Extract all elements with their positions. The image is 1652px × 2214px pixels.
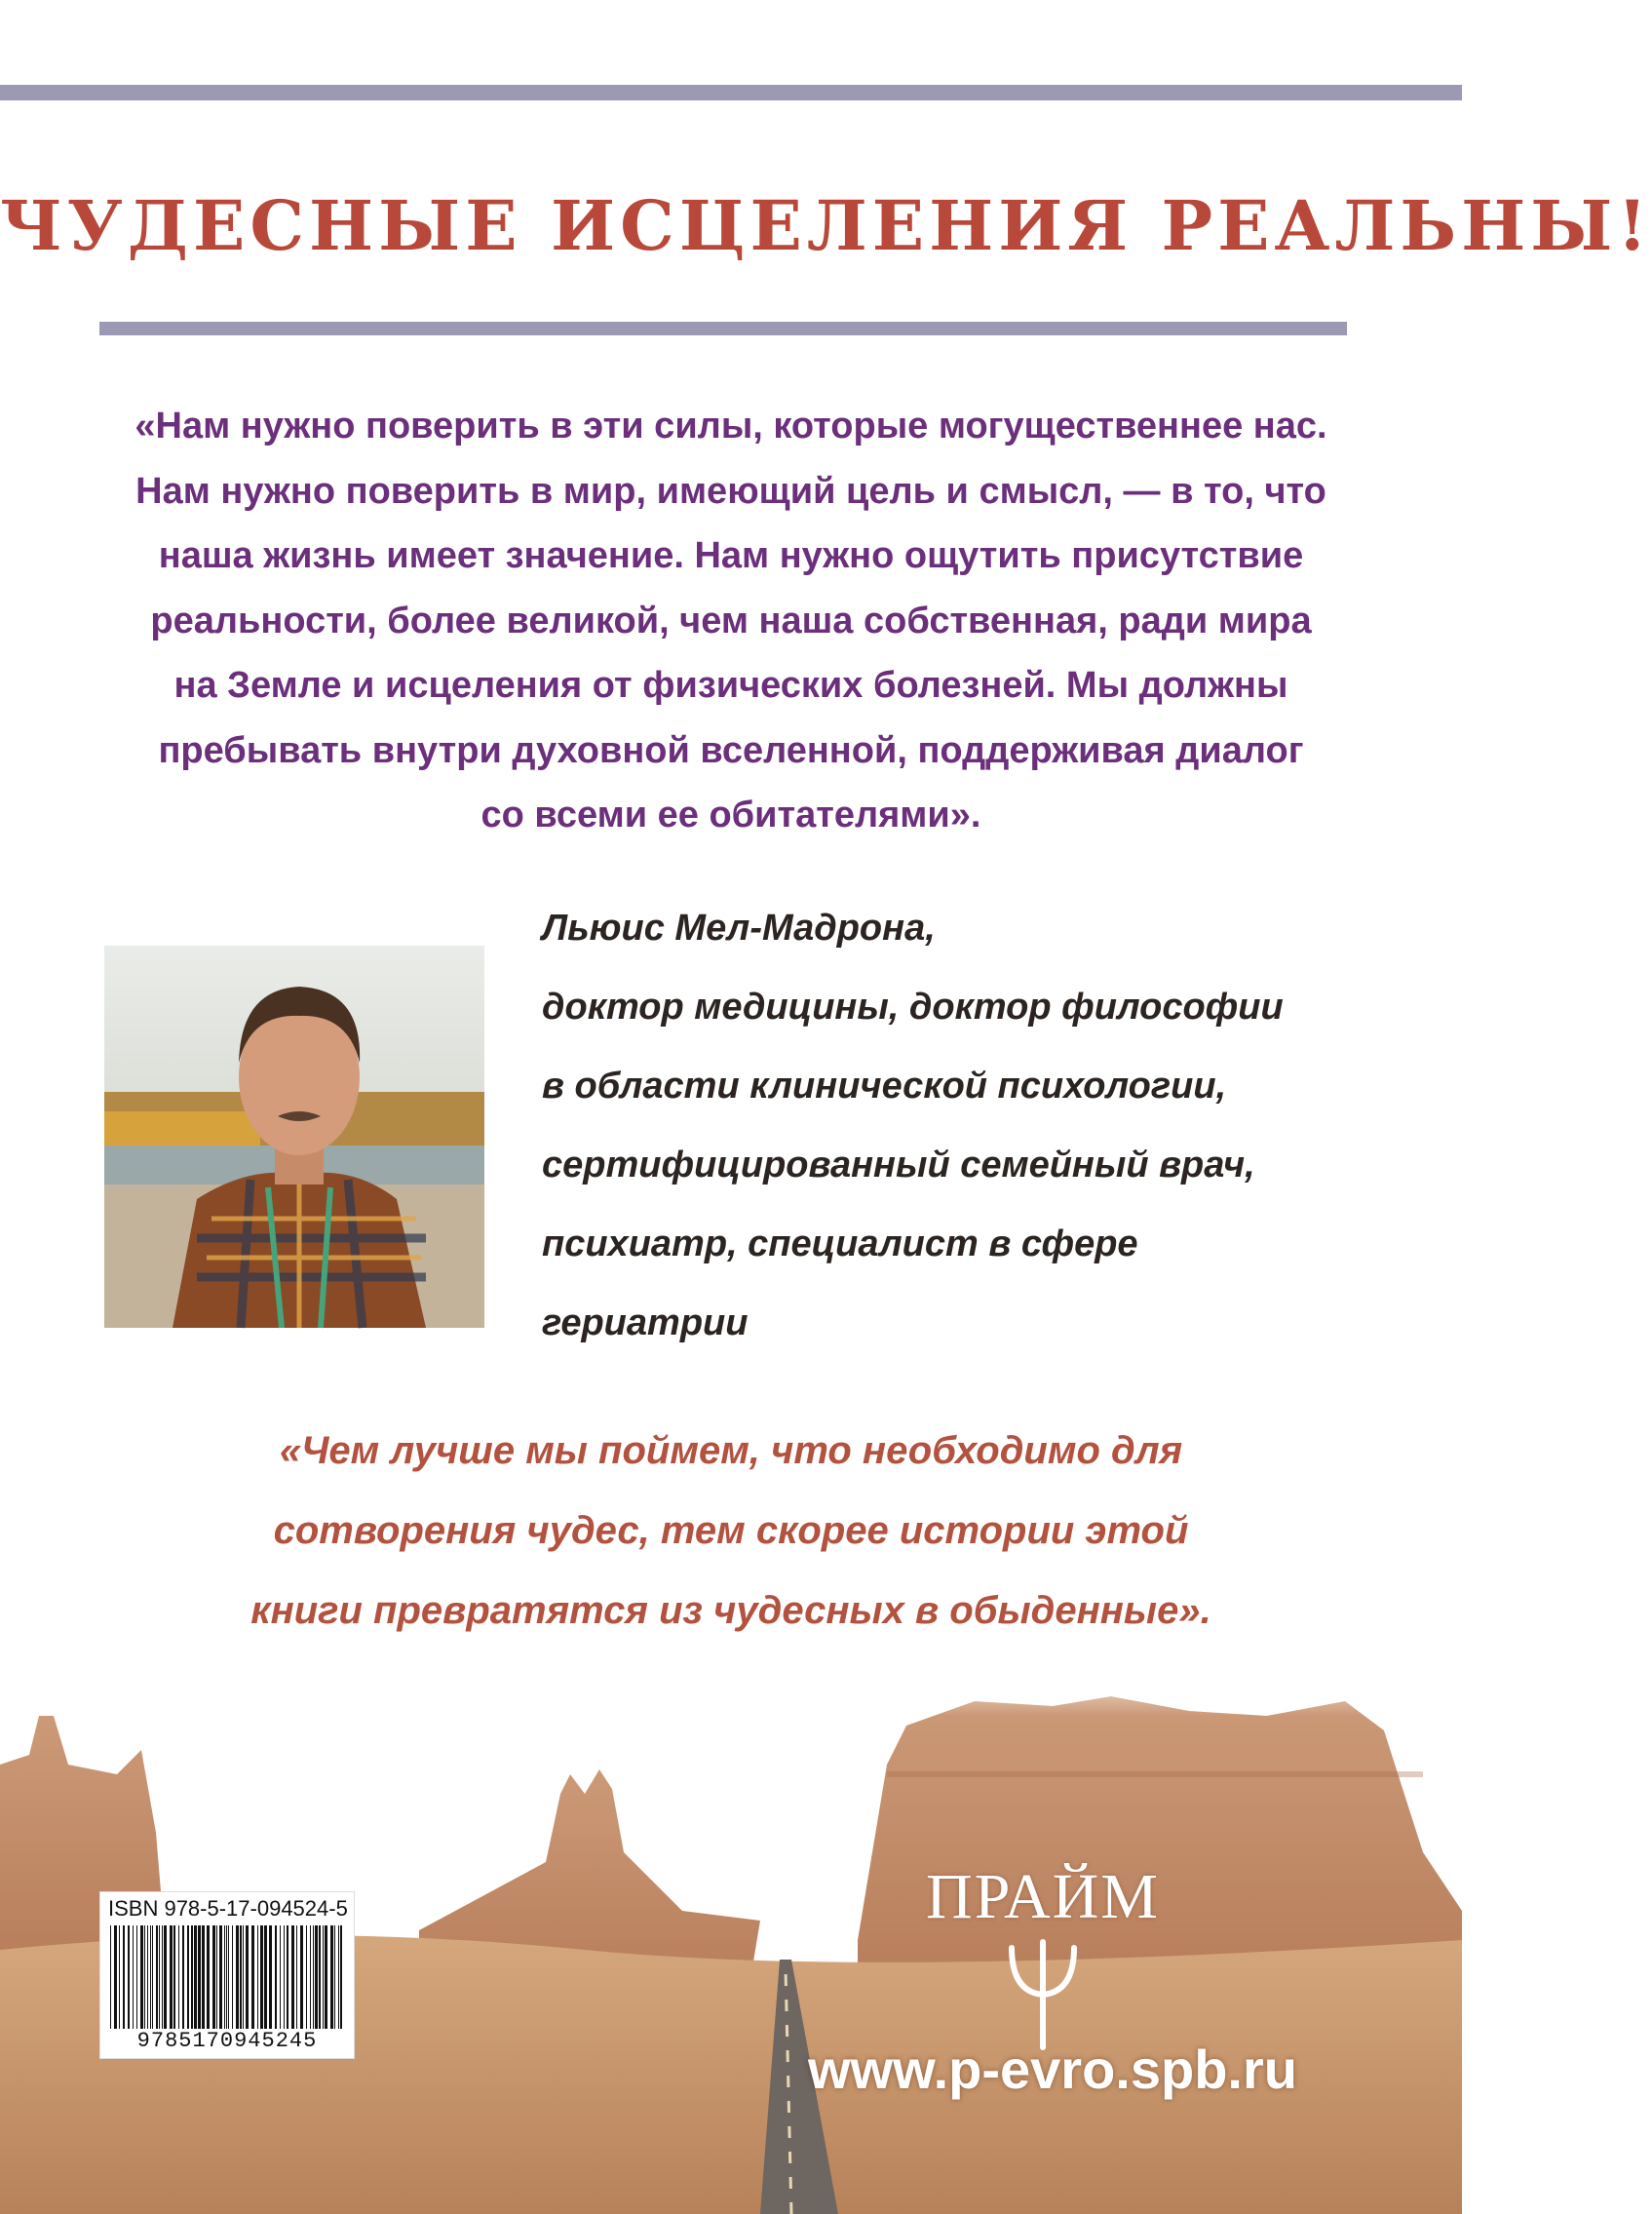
- barcode-bar: [291, 1925, 294, 2029]
- barcode-bar: [240, 1925, 242, 2029]
- barcode-bar: [123, 1925, 125, 2029]
- secondary-quote: [146, 1411, 1316, 1651]
- barcode-bar: [300, 1925, 303, 2029]
- barcode-bar: [136, 1925, 137, 2029]
- barcode-bar: [251, 1925, 254, 2029]
- main-quote-line: «Нам нужно поверить в эти силы, которые могущественнее нас.: [134, 406, 1327, 447]
- barcode-bar: [133, 1925, 134, 2029]
- barcode-bar: [147, 1925, 148, 2029]
- author-bio-line: психиатр, специалист в сфере: [542, 1224, 1138, 1264]
- barcode-bar: [243, 1925, 244, 2029]
- barcode-bar: [219, 1925, 222, 2029]
- barcode-bar: [330, 1925, 333, 2029]
- secondary-quote-line: сотворения чудес, тем скорее истории этой: [273, 1509, 1189, 1552]
- barcode-bar: [232, 1925, 233, 2029]
- main-quote-line: Нам нужно поверить в мир, имеющий цель и смысл, — в то, что: [135, 470, 1326, 512]
- barcode-bar: [173, 1925, 175, 2029]
- cover-title: ЧУДЕСНЫЕ ИСЦЕЛЕНИЯ РЕАЛЬНЫ!: [0, 185, 1652, 266]
- barcode-bar: [207, 1925, 210, 2029]
- barcode-bar: [287, 1925, 288, 2029]
- barcode-bar: [306, 1925, 307, 2029]
- barcode-bar: [191, 1925, 193, 2029]
- barcode-bar: [164, 1925, 167, 2029]
- barcode-bar: [323, 1925, 324, 2029]
- barcode-bar: [140, 1925, 143, 2029]
- main-quote-line: со всеми ее обитателями».: [480, 795, 981, 835]
- barcode-bar: [187, 1925, 189, 2029]
- main-quote: [107, 394, 1355, 848]
- barcode-bar: [152, 1925, 153, 2029]
- barcode-bar: [228, 1925, 229, 2029]
- barcode-bar: [325, 1925, 327, 2029]
- barcode-bar: [202, 1925, 205, 2029]
- publisher-name: ПРАЙМ: [926, 1861, 1160, 1932]
- barcode-bar: [119, 1925, 120, 2029]
- barcode-bar: [236, 1925, 239, 2029]
- barcode-bar: [280, 1925, 281, 2029]
- barcode-bar: [296, 1925, 297, 2029]
- barcode-bar: [224, 1925, 225, 2029]
- author-name: Льюис Мел-Мадрона,: [542, 908, 936, 949]
- barcode-bar: [257, 1925, 258, 2029]
- barcode-bar: [226, 1925, 227, 2029]
- barcode-bar: [284, 1925, 285, 2029]
- barcode-bar: [110, 1925, 111, 2029]
- title-rule: [99, 322, 1347, 335]
- barcode-bar: [182, 1925, 184, 2029]
- barcode-bar: [216, 1925, 217, 2029]
- barcode-bar: [162, 1925, 163, 2029]
- main-quote-line: наша жизнь имеет значение. Нам нужно ощутить присутствие: [158, 535, 1304, 576]
- psi-symbol-icon: [1004, 1938, 1082, 2053]
- author-photo: [104, 946, 484, 1328]
- barcode-bar: [315, 1925, 318, 2029]
- barcode-bar: [269, 1925, 272, 2029]
- main-quote-line: пребывать внутри духовной вселенной, поддерживая диалог: [158, 729, 1304, 771]
- barcode-bar: [194, 1925, 197, 2029]
- author-bio-line: в области клинической психологии,: [542, 1066, 1227, 1107]
- barcode-bar: [310, 1925, 311, 2029]
- barcode-bar: [150, 1925, 151, 2029]
- barcode-bar: [212, 1925, 215, 2029]
- barcode-bar: [128, 1925, 130, 2029]
- barcode-bar: [170, 1925, 173, 2029]
- main-quote-line: на Земле и исцеления от физических болезней. Мы должны: [173, 665, 1288, 706]
- barcode-bar: [319, 1925, 321, 2029]
- publisher-website: www.p-evro.spb.ru: [808, 2039, 1297, 2100]
- barcode-bar: [246, 1925, 249, 2029]
- barcode-bar: [156, 1925, 158, 2029]
- barcode-bar: [340, 1925, 342, 2029]
- barcode-bar: [114, 1925, 117, 2029]
- top-rule: [0, 85, 1462, 100]
- author-bio-line: сертифицированный семейный врач,: [542, 1145, 1255, 1185]
- barcode-bar: [313, 1925, 314, 2029]
- barcode-bar: [144, 1925, 145, 2029]
- barcode-bar: [264, 1925, 267, 2029]
- barcode-bar: [260, 1925, 263, 2029]
- barcode-bar: [338, 1925, 339, 2029]
- author-bio-line: гериатрии: [542, 1302, 749, 1343]
- author-bio: [542, 889, 1419, 1363]
- barcode-digits: 9785170945245: [136, 2029, 318, 2053]
- barcode-bar: [159, 1925, 160, 2029]
- secondary-quote-line: «Чем лучше мы поймем, что необходимо для: [279, 1429, 1183, 1472]
- publisher-logo: [897, 1860, 1189, 2055]
- barcode-bar: [334, 1925, 335, 2029]
- barcode-bar: [198, 1925, 201, 2029]
- barcode: [108, 1925, 346, 2029]
- secondary-quote-line: книги превратятся из чудесных в обыденные».: [250, 1589, 1211, 1632]
- barcode-bar: [178, 1925, 179, 2029]
- isbn-label: ISBN 978-5-17-094524-5: [108, 1896, 348, 1921]
- author-bio-line: доктор медицины, доктор философии: [542, 987, 1284, 1028]
- barcode-box: [99, 1891, 355, 2059]
- barcode-bar: [275, 1925, 277, 2029]
- main-quote-line: реальности, более великой, чем наша собственная, ради мира: [150, 600, 1312, 641]
